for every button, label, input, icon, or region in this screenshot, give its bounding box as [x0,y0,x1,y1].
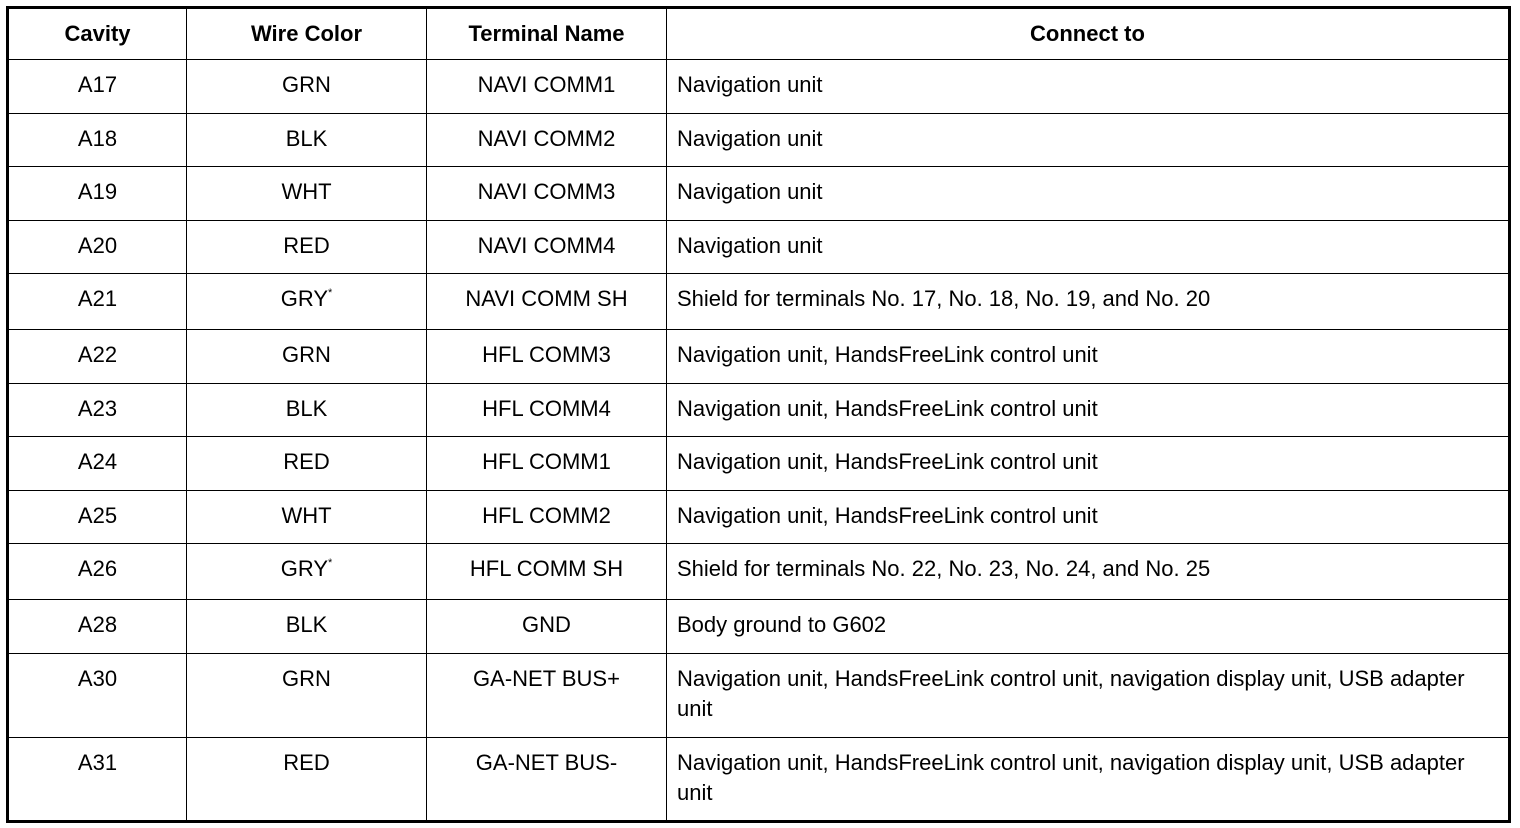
cell-cavity: A30 [8,653,187,737]
cell-connect-to: Navigation unit, HandsFreeLink control unit [667,330,1510,384]
cell-wire-color [187,274,427,330]
footnote-marker: * [328,287,333,299]
table-row [8,653,1510,737]
wire-color-text: RED [283,449,330,474]
cell-connect-to: Navigation unit, HandsFreeLink control unit [667,490,1510,544]
header-terminal-name: Terminal Name [427,8,667,60]
wire-color-text: RED [283,232,330,258]
cell-terminal-name: NAVI COMM2 [427,113,667,167]
cell-connect-to: Navigation unit [667,60,1510,114]
cell-wire-color [187,544,427,600]
cell-wire-color [187,383,427,437]
wire-color-text: GRN [282,72,331,97]
cell-connect-to: Navigation unit, HandsFreeLink control unit [667,383,1510,437]
cell-terminal-name: GA-NET BUS- [427,737,667,821]
cell-terminal-name: NAVI COMM4 [427,220,667,274]
wire-color-text: GRN [282,665,331,691]
cell-cavity: A17 [8,60,187,114]
cell-cavity: A21 [8,274,187,330]
cell-terminal-name: HFL COMM3 [427,330,667,384]
cell-terminal-name: NAVI COMM1 [427,60,667,114]
table-row [8,600,1510,654]
cell-wire-color [187,437,427,491]
wire-color-text: WHT [281,179,332,204]
cell-connect-to: Navigation unit, HandsFreeLink control unit, navigation display unit, USB adapter unit [667,737,1510,821]
header-connect-to: Connect to [667,8,1510,60]
cell-terminal-name: GA-NET BUS+ [427,653,667,737]
table-row [8,383,1510,437]
connector-table-wrapper [6,6,1511,823]
wire-color-text: BLK [285,125,328,151]
cell-wire-color [187,600,427,654]
cell-cavity: A23 [8,383,187,437]
cell-terminal-name: NAVI COMM SH [427,274,667,330]
cell-wire-color [187,220,427,274]
cell-terminal-name: GND [427,600,667,654]
table-row [8,113,1510,167]
cell-wire-color [187,330,427,384]
cell-connect-to: Navigation unit [667,167,1510,221]
table-row [8,274,1510,330]
cell-cavity: A19 [8,167,187,221]
cell-cavity: A20 [8,220,187,274]
cell-wire-color [187,60,427,114]
cell-connect-to: Navigation unit, HandsFreeLink control unit, navigation display unit, USB adapter unit [667,653,1510,737]
cell-cavity: A24 [8,437,187,491]
wire-color-text: GRY [280,556,328,581]
footnote-marker: * [328,557,333,569]
table-row [8,220,1510,274]
wire-color-text: RED [283,749,330,775]
table-row [8,167,1510,221]
wire-color-text: GRY [280,286,328,311]
cell-cavity: A22 [8,330,187,384]
cell-wire-color [187,653,427,737]
wire-color-text: BLK [285,395,328,421]
cell-connect-to: Shield for terminals No. 22, No. 23, No. 24, and No. 25 [667,544,1510,600]
cell-cavity: A26 [8,544,187,600]
cell-connect-to: Navigation unit [667,113,1510,167]
header-wire-color: Wire Color [187,8,427,60]
cell-terminal-name: HFL COMM4 [427,383,667,437]
cell-terminal-name: HFL COMM SH [427,544,667,600]
table-header-row [8,8,1510,60]
table-row [8,544,1510,600]
cell-terminal-name: NAVI COMM3 [427,167,667,221]
cell-connect-to: Shield for terminals No. 17, No. 18, No. 19, and No. 20 [667,274,1510,330]
connector-terminal-table [6,6,1511,823]
cell-terminal-name: HFL COMM2 [427,490,667,544]
cell-wire-color [187,167,427,221]
table-row [8,330,1510,384]
cell-wire-color [187,113,427,167]
cell-cavity: A31 [8,737,187,821]
table-row [8,737,1510,821]
wire-color-text: GRN [282,342,331,367]
cell-cavity: A25 [8,490,187,544]
wire-color-text: WHT [281,502,332,528]
cell-cavity: A28 [8,600,187,654]
table-row [8,490,1510,544]
cell-cavity: A18 [8,113,187,167]
cell-connect-to: Navigation unit, HandsFreeLink control unit [667,437,1510,491]
cell-wire-color [187,490,427,544]
cell-connect-to: Navigation unit [667,220,1510,274]
cell-terminal-name: HFL COMM1 [427,437,667,491]
cell-connect-to: Body ground to G602 [667,600,1510,654]
wire-color-text: BLK [285,612,328,637]
table-row [8,437,1510,491]
header-cavity: Cavity [8,8,187,60]
cell-wire-color [187,737,427,821]
table-row [8,60,1510,114]
